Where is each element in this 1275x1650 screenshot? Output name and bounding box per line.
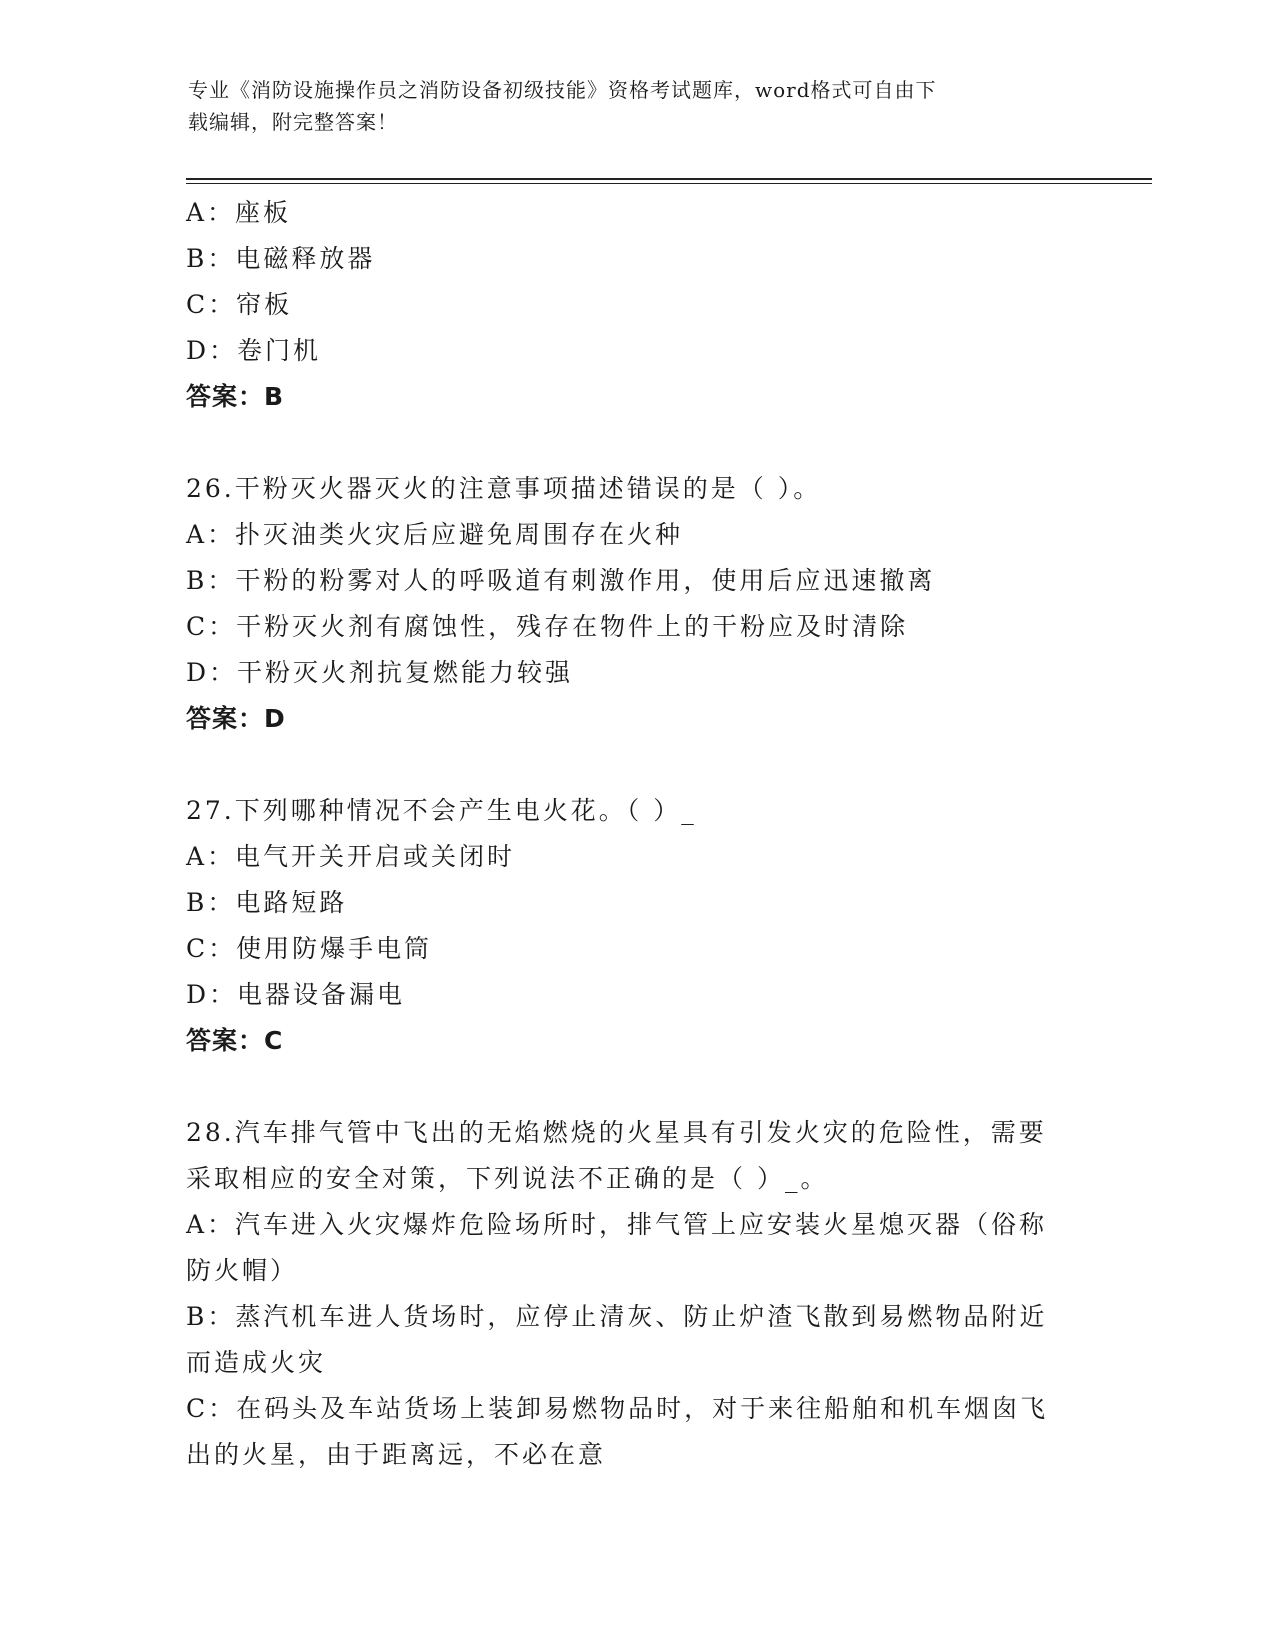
option-a: A：扑灭油类火灾后应避免周围存在火种: [186, 520, 684, 549]
question-text-line-2: 采取相应的安全对策，下列说法不正确的是（ ）_。: [186, 1164, 829, 1193]
question-26: [186, 466, 1086, 742]
option-b: B：电磁释放器: [186, 244, 376, 273]
option-c-line-1: C：在码头及车站货场上装卸易燃物品时，对于来往船舶和机车烟囱飞: [186, 1394, 1049, 1423]
header-divider-thick: [186, 178, 1152, 180]
question-28: [186, 1110, 1086, 1478]
header-divider-thin: [186, 183, 1152, 184]
spacer: [186, 742, 1086, 788]
option-b: B：干粉的粉雾对人的呼吸道有刺激作用，使用后应迅速撤离: [186, 566, 936, 595]
answer-line: 答案：D: [186, 704, 286, 733]
option-a-line-2: 防火帽）: [186, 1256, 299, 1285]
option-c: C：帘板: [186, 290, 293, 319]
question-27: [186, 788, 1086, 1064]
spacer: [186, 420, 1086, 466]
document-header: [188, 74, 1068, 138]
question-25: [186, 190, 1086, 420]
question-list: [186, 190, 1086, 1478]
option-c: C：使用防爆手电筒: [186, 934, 433, 963]
header-line-2: 载编辑，附完整答案！: [188, 110, 398, 134]
option-a-line-1: A：汽车进入火灾爆炸危险场所时，排气管上应安装火星熄灭器（俗称: [186, 1210, 1048, 1239]
option-a: A：电气开关开启或关闭时: [186, 842, 516, 871]
question-text-line-1: 28.汽车排气管中飞出的无焰燃烧的火星具有引发火灾的危险性，需要: [186, 1118, 1047, 1147]
spacer: [186, 1064, 1086, 1110]
option-a: A：座板: [186, 198, 292, 227]
option-b: B：电路短路: [186, 888, 348, 917]
header-line-1: 专业《消防设施操作员之消防设备初级技能》资格考试题库，word格式可自由下: [188, 78, 937, 102]
option-c-line-2: 出的火星，由于距离远，不必在意: [186, 1440, 607, 1469]
option-b-line-2: 而造成火灾: [186, 1348, 327, 1377]
question-text: 26.干粉灭火器灭火的注意事项描述错误的是（ ）。: [186, 474, 822, 503]
question-text: 27.下列哪种情况不会产生电火花。（ ）_: [186, 796, 697, 825]
option-d: D：电器设备漏电: [186, 980, 406, 1009]
option-c: C：干粉灭火剂有腐蚀性，残存在物件上的干粉应及时清除: [186, 612, 909, 641]
option-d: D：干粉灭火剂抗复燃能力较强: [186, 658, 574, 687]
option-b-line-1: B：蒸汽机车进人货场时，应停止清灰、防止炉渣飞散到易燃物品附近: [186, 1302, 1048, 1331]
option-d: D：卷门机: [186, 336, 322, 365]
answer-line: 答案：C: [186, 1026, 284, 1055]
answer-line: 答案：B: [186, 382, 285, 411]
